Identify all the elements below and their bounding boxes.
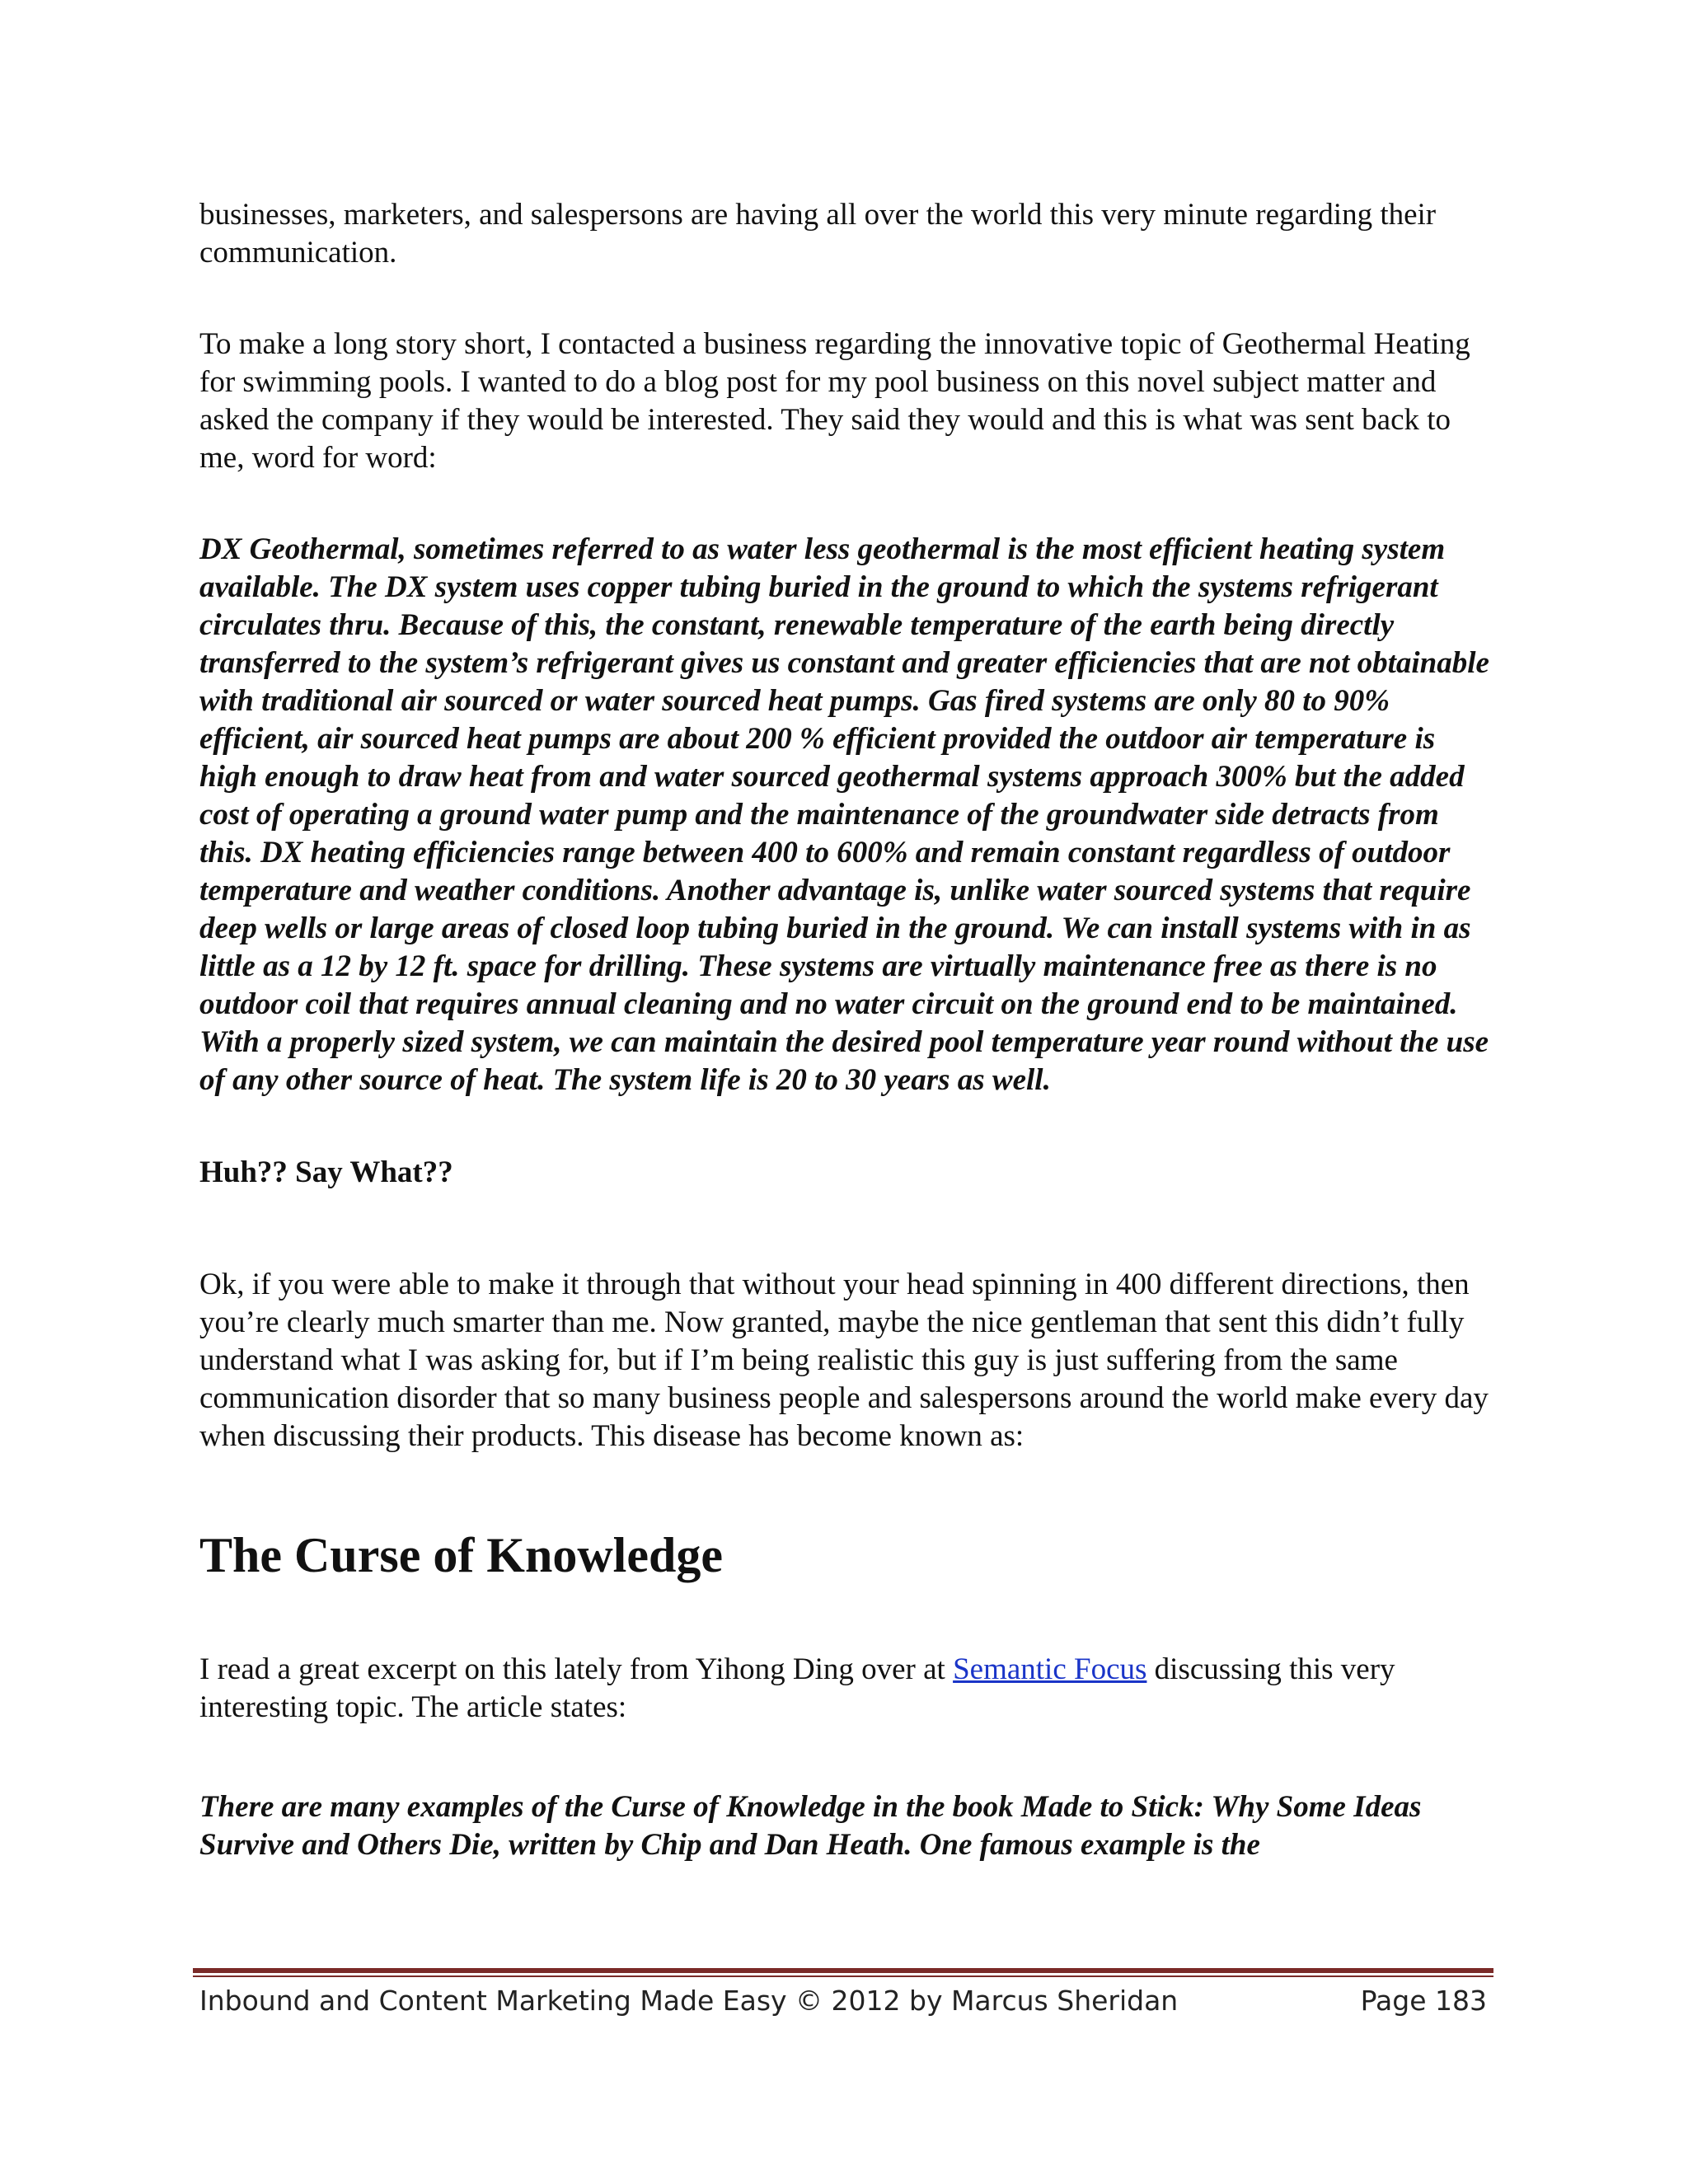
footer-book-title: Inbound and Content Marketing Made Easy © 2012 by Marcus Sheridan — [199, 1985, 1179, 2017]
page-footer — [199, 1982, 1490, 2020]
paragraph-4-lead: I read a great excerpt on this lately from Yihong Ding over at — [199, 1652, 954, 1686]
quoted-article-text: There are many examples of the Curse of Knowledge in the book Made to Stick: Why Some Ideas Survive and Others Die, written by Chip and Dan Heath. One famous example is the — [199, 1790, 1422, 1862]
quoted-email-text: DX Geothermal, sometimes referred to as water less geothermal is the most efficient heating system available. The DX system uses copper tubing buried in the ground to which the systems refrigerant circulates thru. Because of this, the constant, renewable temperature of the earth being directly transferred to the system’s refrigerant gives us constant and greater efficiencies that are not obtainable with traditional air sourced or water sourced heat pumps. Gas fired systems are only 80 to 90% efficient, air sourced heat pumps are about 200 % efficient provided the outdoor air temperature is high enough to draw heat from and water sourced geothermal systems approach 300% but the added cost of operating a ground water pump and the maintenance of the groundwater side detracts from this. DX heating efficiencies range between 400 to 600% and remain constant regardless of outdoor temperature and weather conditions. Another advantage is, unlike water sourced systems that require deep wells or large areas of closed loop tubing buried in the ground. We can install systems with in as little as a 12 by 12 ft. space for drilling. These systems are virtually maintenance free as there is no outdoor coil that requires annual cleaning and no water circuit on the ground end to be maintained. With a properly sized system, we can maintain the desired pool temperature year round without the use of any other source of heat. The system life is 20 to 30 years as well. — [199, 532, 1489, 1097]
body-paragraph-3: Ok, if you were able to make it through that without your head spinning in 400 different directions, then you’re clearly much smarter than me. Now granted, maybe the nice gentleman that sent this didn’t fully understand what I was asking for, but if I’m being realistic this guy is just suffering from the same communication disorder that so many business people and salespersons around the world make every day when discussing their products. This disease has become known as: — [199, 1268, 1489, 1453]
body-paragraph-2: To make a long story short, I contacted a business regarding the innovative topic of Geothermal Heating for swimming pools. I wanted to do a blog post for my pool business on this novel subject matter and asked the company if they would be interested. They said they would and this is what was sent back to me, word for word: — [199, 327, 1470, 475]
footer-rule-thin — [193, 1975, 1493, 1977]
reaction-line: Huh?? Say What?? — [199, 1155, 453, 1189]
page-number: Page 183 — [1360, 1985, 1487, 2017]
paragraph-4-tail: discussing this very interesting topic. The article states: — [199, 1652, 1395, 1724]
semantic-focus-link[interactable]: Semantic Focus — [953, 1652, 1147, 1686]
body-paragraph-1: businesses, marketers, and salespersons are having all over the world this very minute regarding their communication. — [199, 198, 1437, 269]
body-paragraph-4 — [199, 1651, 1490, 1727]
footer-rule-thick — [193, 1968, 1493, 1973]
page-content — [199, 196, 1490, 1864]
section-heading: The Curse of Knowledge — [199, 1528, 723, 1582]
